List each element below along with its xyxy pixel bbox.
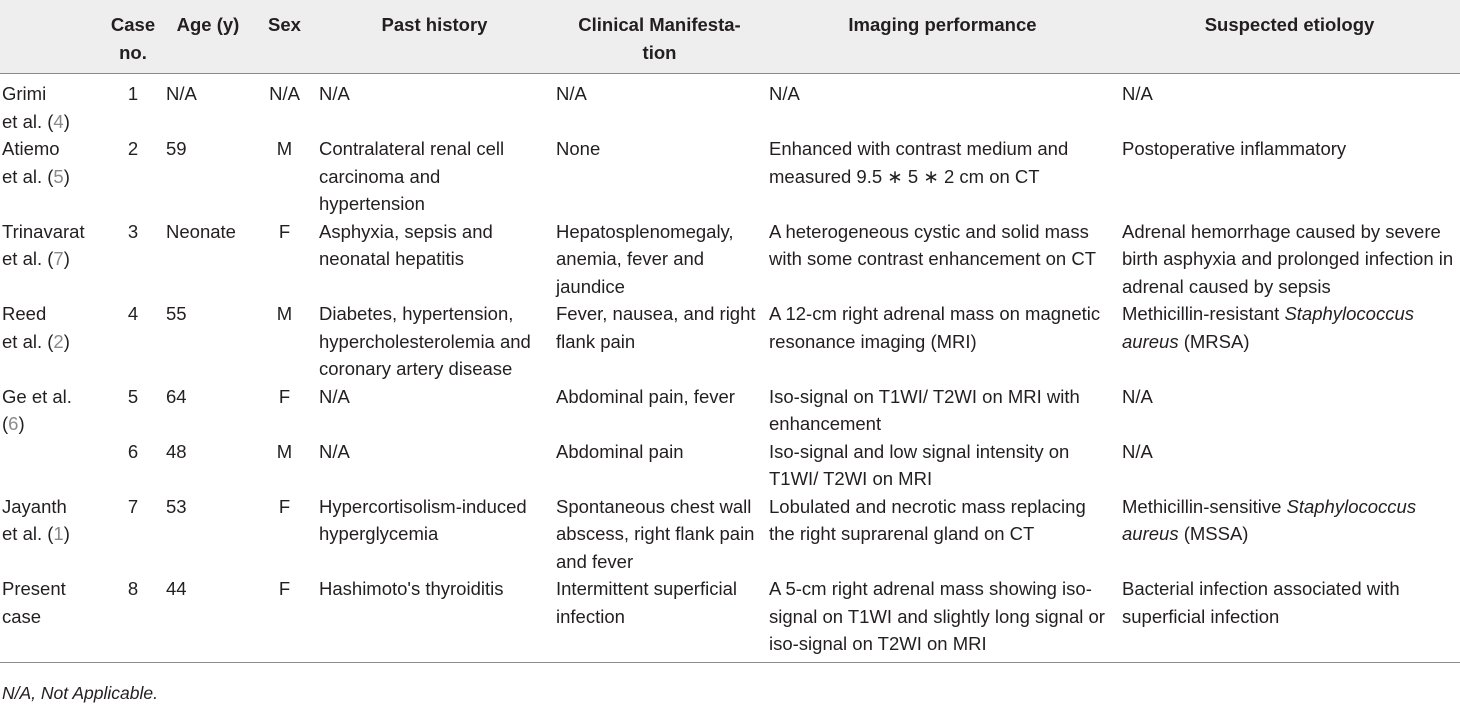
study-cell: Ge et al. (6) [2,385,72,434]
sex-cell: F [278,578,291,599]
header-study [0,0,103,74]
sex-cell: F [278,220,291,242]
table-row [0,135,1460,218]
imaging-cell: N/A [769,83,800,104]
sex-cell: F [278,385,291,407]
case-cell: 7 [127,495,139,517]
header-clinical: Clinical Manifesta- tion [553,0,766,74]
imaging-cell: A heterogeneous cystic and solid mass with some contrast enhancement on CT [769,220,1096,269]
study-cell: Atiemo et al. (5) [2,138,70,187]
history-cell: Hypercortisolism-induced hyperglycemia [319,495,527,544]
table-row [0,383,1460,438]
reference-link[interactable]: 7 [53,248,64,269]
header-case-no: Case no. [103,0,163,74]
study-cell [0,438,103,493]
clinical-cell: None [556,138,601,159]
clinical-cell: Abdominal pain [556,440,684,462]
history-cell: Hashimoto's thyroiditis [319,578,504,599]
etiology-cell: Methicillin-resistant Staphylococcus aureus (MRSA) [1122,303,1415,352]
reference-link[interactable]: 1 [53,523,64,544]
age-cell: Neonate [166,220,236,242]
table-row [0,575,1460,662]
sex-cell: F [278,495,291,517]
age-cell: 64 [166,385,187,407]
etiology-cell: N/A [1122,440,1153,462]
age-cell: 53 [166,495,187,517]
imaging-cell: Iso-signal on T1WI/ T2WI on MRI with enhancement [769,385,1080,434]
study-cell: Jayanth et al. (1) [2,495,70,544]
table-row [0,218,1460,301]
table-row [0,74,1460,136]
header-row [0,0,1460,74]
imaging-cell: Enhanced with contrast medium and measured 9.5 ∗ 5 ∗ 2 cm on CT [769,138,1069,187]
clinical-cell: Intermittent superficial infection [556,578,737,627]
table-row [0,300,1460,383]
etiology-cell: Bacterial infection associated with superficial infection [1122,578,1400,627]
sex-cell: M [276,303,293,324]
header-etiology: Suspected etiology [1119,0,1460,74]
age-cell: N/A [166,83,197,104]
clinical-cell: Spontaneous chest wall abscess, right flank pain and fever [556,495,755,572]
case-cell: 6 [127,440,139,462]
etiology-cell: N/A [1122,83,1153,104]
case-cell: 8 [127,578,139,599]
header-past-history: Past history [316,0,553,74]
clinical-cell: Fever, nausea, and right flank pain [556,303,756,352]
history-cell: Diabetes, hypertension, hypercholesterolemia and coronary artery disease [319,303,531,379]
imaging-cell: A 12-cm right adrenal mass on magnetic resonance imaging (MRI) [769,303,1101,352]
case-cell: 1 [127,83,139,104]
case-cell: 2 [127,138,139,159]
reference-link[interactable]: 4 [53,110,64,132]
sex-cell: N/A [269,83,300,104]
sex-cell: M [276,138,293,159]
table-row [0,493,1460,576]
reference-link[interactable]: 2 [53,330,64,352]
imaging-cell: A 5-cm right adrenal mass showing iso-signal on T1WI and slightly long signal or iso-signal on T2WI on MRI [769,578,1105,654]
history-cell: N/A [319,385,350,407]
study-cell: Reed et al. (2) [2,303,70,352]
age-cell: 59 [166,138,187,159]
reference-link[interactable]: 5 [53,165,64,187]
case-cell: 5 [127,385,139,407]
age-cell: 55 [166,303,187,324]
clinical-cell: Abdominal pain, fever [556,385,735,407]
etiology-cell: Methicillin-sensitive Staphylococcus aureus (MSSA) [1122,495,1417,544]
history-cell: Contralateral renal cell carcinoma and hypertension [319,138,505,214]
age-cell: 48 [166,440,187,462]
history-cell: N/A [319,83,350,104]
etiology-cell: Adrenal hemorrhage caused by severe birth asphyxia and prolonged infection in adrenal caused by sepsis [1122,220,1454,297]
history-cell: Asphyxia, sepsis and neonatal hepatitis [319,220,493,269]
case-cell: 4 [127,303,139,324]
etiology-cell: N/A [1122,385,1153,407]
sex-cell: M [276,440,293,462]
etiology-cell: Postoperative inflammatory [1122,138,1347,159]
imaging-cell: Lobulated and necrotic mass replacing the right suprarenal gland on CT [769,495,1086,544]
reference-link[interactable]: 6 [8,413,19,434]
header-age: Age (y) [163,0,253,74]
header-sex: Sex [253,0,316,74]
history-cell: N/A [319,440,350,462]
table-row [0,438,1460,493]
header-imaging: Imaging performance [766,0,1119,74]
age-cell: 44 [166,578,187,599]
study-cell: Trinavarat et al. (7) [2,220,85,269]
clinical-cell: N/A [556,83,587,104]
study-cell: Grimi et al. (4) [2,83,70,132]
clinical-cell: Hepatosplenomegaly, anemia, fever and jaundice [556,220,734,297]
case-cell: 3 [127,220,139,242]
study-cell: Present case [2,578,66,627]
table-footnote: N/A, Not Applicable. [2,683,158,703]
imaging-cell: Iso-signal and low signal intensity on T1WI/ T2WI on MRI [769,440,1070,489]
